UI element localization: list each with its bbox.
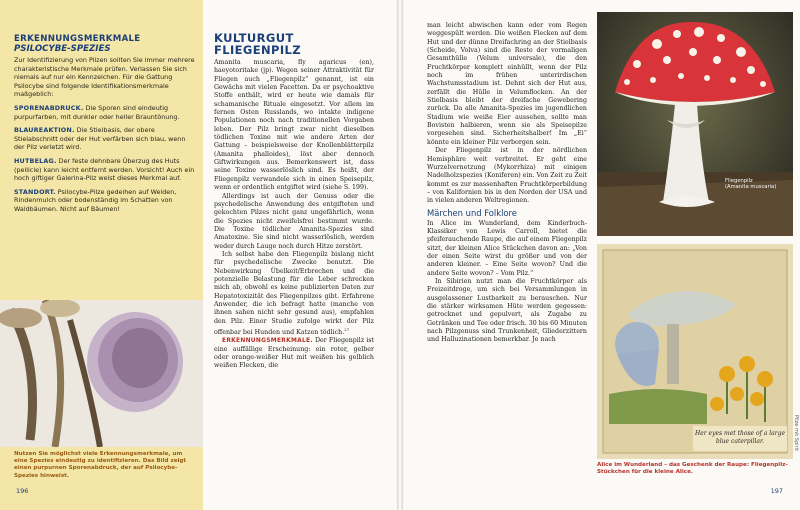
article-heading: KULTURGUT	[214, 31, 294, 45]
card-caption: Her eyes met those of a large blue caterpillar.	[695, 430, 785, 445]
sidebar-item	[14, 188, 198, 214]
sidebar-subheading: PSILOCYBE-SPEZIES	[14, 44, 111, 54]
image-caption: Alice im Wunderland – das Geschenk der Raupe: Fliegenpilz-Stückchen für die kleine Alice.	[597, 462, 788, 476]
section-subheading: Märchen und Folklore	[427, 207, 517, 218]
sidebar-item	[14, 104, 198, 121]
sidebar-heading: ERKENNUNGSMERKMALE	[14, 34, 141, 44]
sidebar-item-text: Der feste dehnbare Überzug des Huts (pellicle) kann leicht entfernt werden. Vorsicht! Auch ein hoch giftiger Galerina-Pilz weist dieses Merkmal auf.	[14, 156, 195, 183]
footnote-ref: 27	[344, 327, 350, 332]
article-subheading: FLIEGENPILZ	[214, 43, 302, 57]
sidebar-item-text: Die Stielbasis, der obere Stielabschnitt oder der Hut verfärben sich blau, wenn der Pilz verletzt wird.	[14, 126, 186, 152]
alice-caterpillar-illustration	[597, 244, 793, 459]
body-paragraph: In Alice im Wunderland, dem Kinderbuch-Klassiker von Lewis Carroll, bietet die pfeiferauchende Raupe, die auf einem Fliegenpilz sitzt, der kleinen Alice Stückchen davon an: „Von der einen Seite wirst du größer und von der anderen kleiner. – Eine Seite wovon? Und die andere Seite wovon? – Vom Pilz.“	[427, 219, 587, 277]
sidebar-item	[14, 126, 198, 152]
sidebar-item-text: Psilocybe-Pilze gedeihen auf Weiden, Rindenmulch oder bodenständig im Schatten von Waldbäumen. Nicht auf Bäumen!	[14, 187, 177, 213]
right-body-column	[427, 22, 587, 345]
page-number-left: 196	[16, 487, 29, 495]
running-head: Pilze mit Spirit	[793, 415, 799, 451]
body-paragraph	[214, 337, 374, 370]
sidebar-item-tag: BLAUREAKTION.	[14, 126, 75, 135]
sidebar-item-tag: SPORENABDRUCK.	[14, 103, 84, 112]
right-page	[403, 0, 800, 510]
spore-print-illustration	[0, 300, 203, 447]
photo-label	[725, 178, 776, 191]
body-paragraph: man leicht abwischen kann oder vom Regen weggespült werden. Die weißen Flecken auf dem Hut und der dünne Dreifachring an der Stielbasis (Scheide, Volva) sind die Reste der vormaligen Gesamthülle (Velum universale), die den Fruchtkörper komplett einhüllt, wenn der Pilz noch im frühen unterirdischen Wachstumsstadium ist. Dehnt sich der Hut aus, zerfällt die Hülle in Velumflocken. An der Stielbasis bleibt der dreifache Gewebering zurück. Da alle Amanita-Spezies im jugendlichen Stadium wie weiße Eier aussehen, sollte man Bovisten halbieren, wenn sie als Speisepilze vorgesehen sind. Sicherheitshalber! Im „Ei“ könnte ein kleiner Pilz verborgen sein.	[427, 22, 587, 146]
left-page	[0, 0, 397, 510]
body-paragraph: Amanita muscaria, fly agaricus (en), haeyotoritake (jp). Wegen seiner Attraktivität für Fliegen auch „Fliegenpilz“ genannt, ist ein Gewächs mit vielen Facetten. Da er psychoaktive Stoffe enthält, wird er heute wie damals für schamanische Rituale eingesetzt. Vor allem im fernen Osten Russlands, wo intakte indigene Populationen noch nach traditionellen Vorgaben leben. Der Pilz bringt zwar nicht dieselben tödlichen Toxine mit wie andere Arten der Gattung – beispielsweise der Knollenblätterpilz (Amanita phalloides), löst aber dennoch Giftwirkungen aus. Bemerkenswert ist, dass seine Toxine wasserlöslich sind. Es heißt, der Fliegenpilz verwandele sich in einen Speisepilz, wenn er ordentlich entgiftet wird (siehe S. 199).	[214, 59, 374, 192]
photo-label-line: (Amanita muscaria)	[725, 184, 777, 191]
page-number-right: 197	[770, 487, 783, 495]
sidebar-intro: Zur Identifizierung von Pilzen sollten Sie immer mehrere charakteristische Merkmale prüfen. Verlassen Sie sich niemals auf nur ein Kennzeichen. Für die Gattung Psilocybe sind folgende Identifikationsmerkmale maßgeblich:	[14, 56, 195, 99]
sidebar-item-tag: STANDORT.	[14, 187, 56, 196]
body-paragraph	[214, 251, 374, 338]
spore-print-photo	[0, 300, 203, 447]
sidebar-item-text: Die Sporen sind eindeutig purpurfarben, mit dunkler oder heller Brauntönung.	[14, 103, 180, 121]
body-paragraph: Allerdings ist auch der Genuss oder die psychedelische Anwendung des entgifteten und gekochten Pilzes nicht ganz ungefährlich, wenn die Spezies nicht zweifelsfrei bestimmt wurde. Die Toxine tödlicher Amanita-Spezies sind Amatoxine. Sie sind nicht wasserlöslich, werden weder durch Lauge noch durch Hitze zerstört.	[214, 192, 374, 250]
body-paragraph-text: Ich selbst habe den Fliegenpilz bislang nicht für psychedelische Zwecke benutzt. Die Nebenwirkung Übelkeit/Erbrechen und die potenzielle Belastung für die Leber schrecken mich ab, obwohl es keine publizierten Daten zur Hepatotoxizität des Fliegenpilzes gibt. Erfahrene Anwender, die ich befragt hatte (manche von ihnen sahen nicht sehr gesund aus), empfahlen den Pilz. Einer Studie zufolge wirkt der Pilz offenbar bei Hunden und Katzen tödlich.	[214, 250, 374, 337]
left-body-column	[214, 32, 374, 371]
body-paragraph-text: Der Fliegenpilz ist eine auffällige Erscheinung: ein roter, gelber oder orange-weißer Hut mit weißen bis gelblich weißen Flecken, die	[214, 337, 374, 370]
sidebar-item	[14, 157, 198, 183]
body-paragraph: In Sibirien nutzt man die Fruchtkörper als Freizeitdroge, um sich bei Versammlungen in ausgelassener Lustbarkeit zu berauschen. Nur die stärker wirksamen Hüte werden gegessen: getrocknet und gepulvert, als Zugabe zu Getränken und Tee oder frisch. 30 bis 60 Minuten nach Pilzgenuss sind Trunkenheit, Gliederzittern und Halluzinationen bemerkbar. Je nach	[427, 277, 587, 344]
sidebar-caption: Nutzen Sie möglichst viele Erkennungsmerkmale, um eine Spezies eindeutig zu identifizieren. Das Bild zeigt einen purpurnen Sporenabdruck, der auf Psilocybe-Spezies hinweist.	[14, 451, 187, 479]
sidebar-text	[14, 34, 198, 219]
fly-agaric-illustration	[597, 12, 793, 236]
alice-illustration-card	[597, 244, 793, 459]
body-paragraph: Der Fliegenpilz ist in der nördlichen Hemisphäre weit verbreitet. Er geht eine Wurzelvernetzung (Mykorrhiza) mit einigen Nadelholzspezies (Koniferen) ein. Von Zeit zu Zeit kommt es zur massenhaften Fruchtkörperbildung – von Kalifornien bis in den Norden der USA und in vielen anderen Weltregionen.	[427, 147, 587, 205]
photo-label-line: Fliegenpilz	[725, 178, 753, 184]
fly-agaric-photo	[597, 12, 793, 236]
sidebar-item-tag: HUTBELAG.	[14, 156, 57, 165]
section-label: ERKENNUNGSMERKMALE.	[222, 338, 313, 345]
